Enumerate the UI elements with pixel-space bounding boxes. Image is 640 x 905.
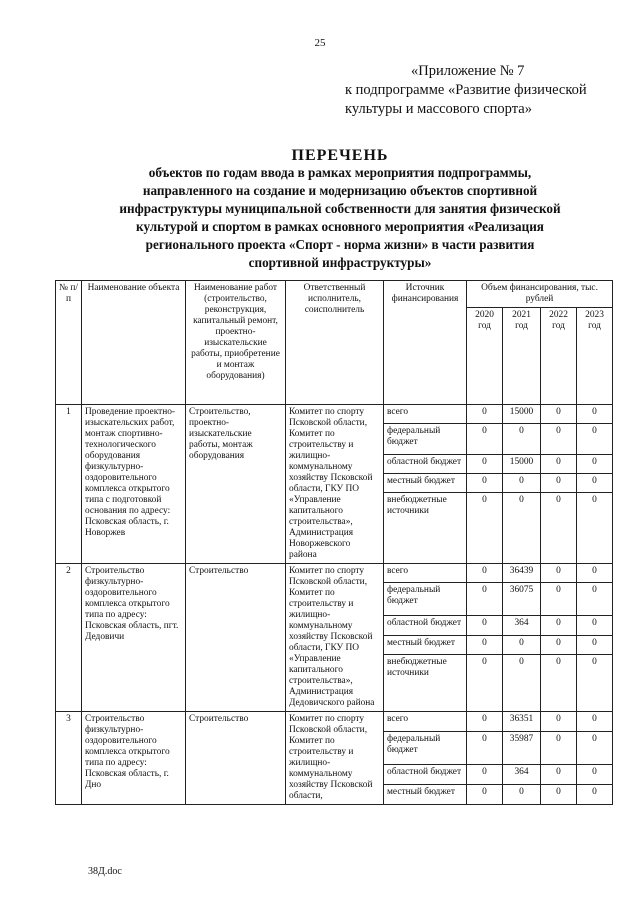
- row-num: 3: [56, 712, 82, 805]
- funding-source: местный бюджет: [384, 785, 467, 805]
- subtitle-line: инфраструктуры муниципальной собственности для занятия физической: [119, 201, 561, 216]
- funding-2020: 0: [467, 423, 503, 455]
- funding-2020: 0: [467, 616, 503, 635]
- appendix-line-1: «Приложение № 7: [411, 63, 525, 79]
- objects-table: [55, 280, 613, 805]
- funding-2023: 0: [577, 455, 613, 474]
- funding-2022: 0: [541, 731, 577, 764]
- funding-2022: 0: [541, 712, 577, 732]
- funding-source: местный бюджет: [384, 635, 467, 654]
- funding-2021: 0: [503, 423, 541, 455]
- funding-2021: 15000: [503, 455, 541, 474]
- header-source: Источник финансирования: [384, 281, 467, 405]
- header-executor: Ответственный исполнитель, соисполнитель: [286, 281, 384, 405]
- file-name-footer: 38Д.doc: [88, 866, 122, 877]
- funding-source: всего: [384, 712, 467, 732]
- funding-2023: 0: [577, 423, 613, 455]
- funding-2023: 0: [577, 616, 613, 635]
- row-num: 2: [56, 564, 82, 712]
- funding-2023: 0: [577, 655, 613, 712]
- appendix-line-3: культуры и массового спорта»: [345, 101, 532, 117]
- row-works: Строительство: [186, 564, 286, 712]
- funding-2023: 0: [577, 493, 613, 564]
- funding-source: местный бюджет: [384, 474, 467, 493]
- funding-2021: 36075: [503, 583, 541, 616]
- funding-2021: 0: [503, 635, 541, 654]
- funding-2020: 0: [467, 583, 503, 616]
- row-object: Проведение проектно-изыскательских работ, монтаж спортивно-технологического оборудования физкультурно-оздоровительного комплекса открытого типа с подготовкой основания по адресу: Псковская область, г. Новоржев: [82, 405, 186, 564]
- header-num: № п/п: [56, 281, 82, 405]
- funding-2022: 0: [541, 785, 577, 805]
- appendix-line-2: к подпрограмме «Развитие физической: [345, 82, 587, 98]
- funding-2021: 0: [503, 493, 541, 564]
- funding-source: областной бюджет: [384, 765, 467, 785]
- funding-2023: 0: [577, 635, 613, 654]
- subtitle-line: культурой и спортом в рамках основного мероприятия «Реализация: [136, 219, 544, 234]
- funding-source: всего: [384, 564, 467, 583]
- funding-2022: 0: [541, 493, 577, 564]
- funding-source: федеральный бюджет: [384, 731, 467, 764]
- row-num: 1: [56, 405, 82, 564]
- header-works: Наименование работ (строительство, реконструкция, капитальный ремонт, проектно-изыскательские работы, приобретение и монтаж оборудования): [186, 281, 286, 405]
- header-year-2022: 2022 год: [541, 308, 577, 405]
- funding-2020: 0: [467, 455, 503, 474]
- row-object: Строительство физкультурно-оздоровительного комплекса открытого типа по адресу: Псковская область, г. Дно: [82, 712, 186, 805]
- funding-2023: 0: [577, 583, 613, 616]
- funding-2021: 0: [503, 785, 541, 805]
- funding-source: областной бюджет: [384, 616, 467, 635]
- header-funding: Объем финансирования, тыс. рублей: [467, 281, 613, 308]
- funding-2020: 0: [467, 635, 503, 654]
- header-year-2021: 2021 год: [503, 308, 541, 405]
- funding-2020: 0: [467, 474, 503, 493]
- row-executor: Комитет по спорту Псковской области, Комитет по строительству и жилищно-коммунальному хозяйству Псковской области, ГКУ ПО «Управление капитального строительства», Администрация Дедовичского района: [286, 564, 384, 712]
- funding-2020: 0: [467, 712, 503, 732]
- funding-2022: 0: [541, 635, 577, 654]
- funding-2023: 0: [577, 564, 613, 583]
- row-object: Строительство физкультурно-оздоровительного комплекса открытого типа по адресу: Псковская область, пгт. Дедовичи: [82, 564, 186, 712]
- funding-2021: 35987: [503, 731, 541, 764]
- funding-2020: 0: [467, 405, 503, 424]
- funding-2021: 36351: [503, 712, 541, 732]
- header-year-2020: 2020 год: [467, 308, 503, 405]
- document-subtitle: [80, 164, 600, 272]
- funding-2022: 0: [541, 474, 577, 493]
- funding-source: федеральный бюджет: [384, 583, 467, 616]
- subtitle-line: регионального проекта «Спорт - норма жизни» в части развития: [145, 237, 535, 252]
- funding-2021: 15000: [503, 405, 541, 424]
- row-executor: Комитет по спорту Псковской области, Комитет по строительству и жилищно-коммунальному хозяйству Псковской области, ГКУ ПО «Управление капитального строительства», Администрация Новоржевского района: [286, 405, 384, 564]
- funding-2020: 0: [467, 564, 503, 583]
- row-works: Строительство, проектно-изыскательские работы, монтаж оборудования: [186, 405, 286, 564]
- funding-source: внебюджетные источники: [384, 655, 467, 712]
- funding-2023: 0: [577, 405, 613, 424]
- funding-2023: 0: [577, 474, 613, 493]
- funding-source: федеральный бюджет: [384, 423, 467, 455]
- document-title: ПЕРЕЧЕНЬ: [291, 147, 389, 164]
- funding-2022: 0: [541, 405, 577, 424]
- funding-source: всего: [384, 405, 467, 424]
- funding-2021: 364: [503, 616, 541, 635]
- funding-2022: 0: [541, 616, 577, 635]
- funding-2023: 0: [577, 712, 613, 732]
- header-year-2023: 2023 год: [577, 308, 613, 405]
- page-number: 25: [314, 37, 326, 49]
- funding-2020: 0: [467, 785, 503, 805]
- funding-2022: 0: [541, 765, 577, 785]
- funding-source: внебюджетные источники: [384, 493, 467, 564]
- funding-2020: 0: [467, 765, 503, 785]
- funding-2021: 36439: [503, 564, 541, 583]
- funding-2023: 0: [577, 785, 613, 805]
- appendix-header: [345, 62, 625, 119]
- funding-2023: 0: [577, 765, 613, 785]
- funding-2022: 0: [541, 655, 577, 712]
- funding-2020: 0: [467, 731, 503, 764]
- funding-2021: 0: [503, 474, 541, 493]
- header-object: Наименование объекта: [82, 281, 186, 405]
- funding-2021: 364: [503, 765, 541, 785]
- funding-2022: 0: [541, 583, 577, 616]
- funding-2022: 0: [541, 564, 577, 583]
- subtitle-line: спортивной инфраструктуры»: [248, 255, 432, 270]
- funding-source: областной бюджет: [384, 455, 467, 474]
- funding-2022: 0: [541, 423, 577, 455]
- funding-2021: 0: [503, 655, 541, 712]
- funding-2023: 0: [577, 731, 613, 764]
- row-executor: Комитет по спорту Псковской области, Комитет по строительству и жилищно-коммунальному хозяйству Псковской области,: [286, 712, 384, 805]
- funding-2020: 0: [467, 493, 503, 564]
- row-works: Строительство: [186, 712, 286, 805]
- funding-2022: 0: [541, 455, 577, 474]
- funding-2020: 0: [467, 655, 503, 712]
- subtitle-line: объектов по годам ввода в рамках мероприятия подпрограммы,: [148, 165, 532, 180]
- subtitle-line: направленного на создание и модернизацию объектов спортивной: [142, 183, 538, 198]
